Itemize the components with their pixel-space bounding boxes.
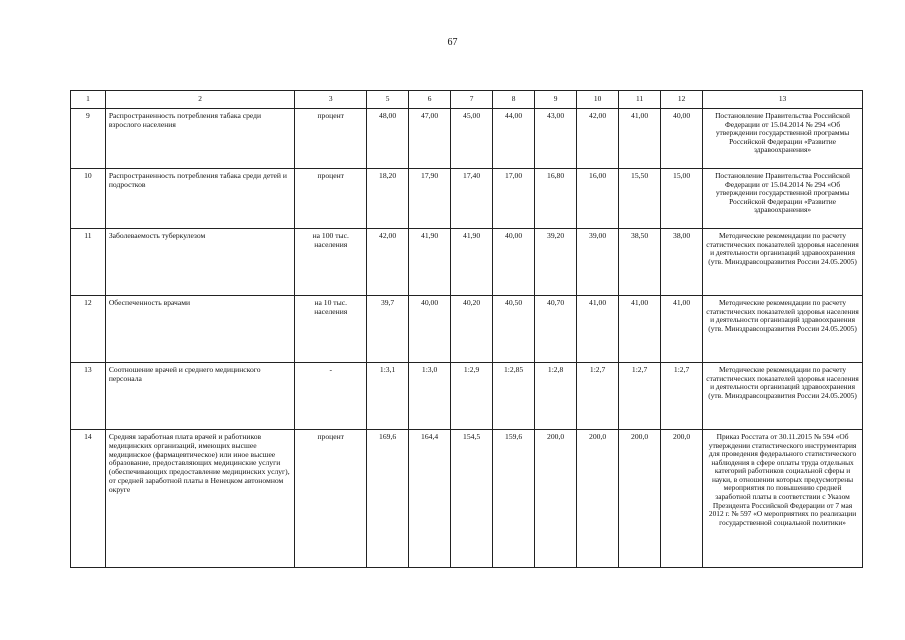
- source-cell: Методические рекомендации по расчету статистических показателей здоровья населения и деятельности организаций здравоохранения (утв. Минздравсоцразвития России 24.05.2005): [703, 296, 863, 363]
- column-header: 11: [619, 91, 661, 109]
- indicators-table: [70, 90, 863, 568]
- table-row: [71, 169, 863, 229]
- column-header: 2: [105, 91, 295, 109]
- value-cell: 1:2,7: [619, 363, 661, 430]
- value-cell: 15,50: [619, 169, 661, 229]
- unit-cell: процент: [295, 109, 367, 169]
- value-cell: 1:2,85: [493, 363, 535, 430]
- row-number: 10: [71, 169, 106, 229]
- value-cell: 40,00: [661, 109, 703, 169]
- row-number: 12: [71, 296, 106, 363]
- source-cell: Приказ Росстата от 30.11.2015 № 594 «Об утверждении статистического инструментария для проведения федерального статистического наблюдения в сфере оплаты труда отдельных категорий работников социальной сферы и науки, в отношении которых предусмотрены мероприятия по повышению средней заработной платы в соответствии с Указом Президента Российской Федерации от 7 мая 2012 г. № 597 «О мероприятиях по реализации государственной социальной политики»: [703, 430, 863, 568]
- row-number: 11: [71, 229, 106, 296]
- value-cell: 47,00: [409, 109, 451, 169]
- row-number: 13: [71, 363, 106, 430]
- value-cell: 1:2,7: [577, 363, 619, 430]
- value-cell: 159,6: [493, 430, 535, 568]
- column-header: 3: [295, 91, 367, 109]
- value-cell: 48,00: [367, 109, 409, 169]
- value-cell: 1:3,1: [367, 363, 409, 430]
- table-row: [71, 296, 863, 363]
- indicator-name: Распространенность потребления табака среди детей и подростков: [105, 169, 295, 229]
- column-header: 13: [703, 91, 863, 109]
- value-cell: 17,40: [451, 169, 493, 229]
- table-row: [71, 109, 863, 169]
- value-cell: 17,00: [493, 169, 535, 229]
- table-row: [71, 363, 863, 430]
- value-cell: 41,00: [619, 109, 661, 169]
- table-row: [71, 229, 863, 296]
- value-cell: 16,80: [535, 169, 577, 229]
- column-header: 6: [409, 91, 451, 109]
- value-cell: 42,00: [367, 229, 409, 296]
- indicator-name: Заболеваемость туберкулезом: [105, 229, 295, 296]
- value-cell: 41,90: [451, 229, 493, 296]
- value-cell: 40,00: [409, 296, 451, 363]
- column-header: 1: [71, 91, 106, 109]
- source-cell: Методические рекомендации по расчету статистических показателей здоровья населения и деятельности организаций здравоохранения (утв. Минздравсоцразвития России 24.05.2005): [703, 363, 863, 430]
- value-cell: 38,00: [661, 229, 703, 296]
- unit-cell: на 100 тыс. населения: [295, 229, 367, 296]
- value-cell: 154,5: [451, 430, 493, 568]
- row-number: 14: [71, 430, 106, 568]
- value-cell: 41,90: [409, 229, 451, 296]
- value-cell: 1:2,9: [451, 363, 493, 430]
- header-row: [71, 91, 863, 109]
- indicator-name: Средняя заработная плата врачей и работников медицинских организаций, имеющих высшее медицинское (фармацевтическое) или иное высшее образование, предоставляющих медицинские услуги (обеспечивающих предоставление медицинских услуг), от средней заработной платы в Ненецком автономном округе: [105, 430, 295, 568]
- value-cell: 39,20: [535, 229, 577, 296]
- value-cell: 44,00: [493, 109, 535, 169]
- value-cell: 38,50: [619, 229, 661, 296]
- table-row: [71, 430, 863, 568]
- value-cell: 200,0: [535, 430, 577, 568]
- value-cell: 1:2,8: [535, 363, 577, 430]
- row-number: 9: [71, 109, 106, 169]
- unit-cell: процент: [295, 169, 367, 229]
- value-cell: 42,00: [577, 109, 619, 169]
- value-cell: 40,50: [493, 296, 535, 363]
- value-cell: 200,0: [661, 430, 703, 568]
- value-cell: 40,00: [493, 229, 535, 296]
- value-cell: 43,00: [535, 109, 577, 169]
- column-header: 12: [661, 91, 703, 109]
- value-cell: 17,90: [409, 169, 451, 229]
- value-cell: 169,6: [367, 430, 409, 568]
- value-cell: 41,00: [577, 296, 619, 363]
- unit-cell: на 10 тыс. населения: [295, 296, 367, 363]
- column-header: 10: [577, 91, 619, 109]
- source-cell: Постановление Правительства Российской Федерации от 15.04.2014 № 294 «Об утверждении государственной программы Российской Федерации «Развитие здравоохранения»: [703, 109, 863, 169]
- source-cell: Методические рекомендации по расчету статистических показателей здоровья населения и деятельности организаций здравоохранения (утв. Минздравсоцразвития России 24.05.2005): [703, 229, 863, 296]
- value-cell: 18,20: [367, 169, 409, 229]
- page-number: 67: [447, 37, 458, 48]
- column-header: 5: [367, 91, 409, 109]
- indicator-name: Распространенность потребления табака среди взрослого населения: [105, 109, 295, 169]
- value-cell: 45,00: [451, 109, 493, 169]
- value-cell: 39,00: [577, 229, 619, 296]
- value-cell: 16,00: [577, 169, 619, 229]
- indicator-name: Обеспеченность врачами: [105, 296, 295, 363]
- value-cell: 1:3,0: [409, 363, 451, 430]
- value-cell: 1:2,7: [661, 363, 703, 430]
- value-cell: 41,00: [661, 296, 703, 363]
- column-header: 8: [493, 91, 535, 109]
- source-cell: Постановление Правительства Российской Федерации от 15.04.2014 № 294 «Об утверждении государственной программы Российской Федерации «Развитие здравоохранения»: [703, 169, 863, 229]
- value-cell: 40,70: [535, 296, 577, 363]
- value-cell: 164,4: [409, 430, 451, 568]
- value-cell: 40,20: [451, 296, 493, 363]
- value-cell: 200,0: [619, 430, 661, 568]
- value-cell: 39,7: [367, 296, 409, 363]
- indicator-name: Соотношение врачей и среднего медицинского персонала: [105, 363, 295, 430]
- value-cell: 15,00: [661, 169, 703, 229]
- unit-cell: -: [295, 363, 367, 430]
- value-cell: 200,0: [577, 430, 619, 568]
- value-cell: 41,00: [619, 296, 661, 363]
- column-header: 7: [451, 91, 493, 109]
- column-header: 9: [535, 91, 577, 109]
- unit-cell: процент: [295, 430, 367, 568]
